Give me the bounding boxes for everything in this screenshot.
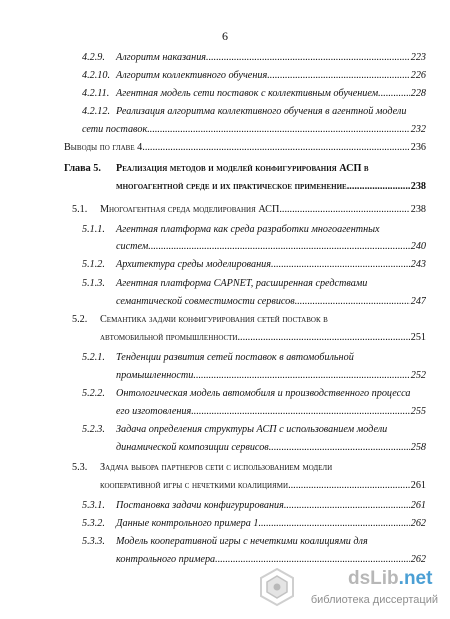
toc-leader [295, 296, 410, 308]
toc-number: Глава 5. [64, 163, 101, 174]
toc-leader [193, 370, 409, 382]
toc-leader [288, 480, 410, 492]
toc-leader [267, 70, 410, 82]
toc-title-continued: многоагентной среде и их практическое применение [116, 181, 347, 192]
toc-title: Онтологическая модель автомобиля и производственного процесса [116, 388, 411, 399]
toc-title-continued: промышленности [116, 370, 194, 381]
toc-title: Задача выбора партнеров сети с использованием модели [100, 462, 333, 473]
toc-title: Задача определения структуры АСП с использованием модели [116, 424, 388, 435]
toc-title: Данные контрольного примера 1 [116, 518, 259, 529]
toc-leader [191, 406, 409, 418]
toc-title: Алгоритм наказания [116, 52, 207, 63]
toc-page: 232 [410, 124, 426, 135]
toc-page: 252 [410, 370, 426, 381]
toc-number: 5.2.1. [82, 352, 105, 363]
toc-number: 4.2.10. [82, 70, 111, 81]
toc-title: Семантика задачи конфигурирования сетей поставок в [100, 314, 328, 325]
toc-title: Агентная модель сети поставок с коллективным обучением [116, 88, 379, 99]
toc-title-continued: кооперативной игры с нечеткими коалициями [100, 480, 289, 491]
toc-title-continued: динамической композиции сервисов [116, 442, 269, 453]
toc-page: 238 [410, 181, 426, 192]
toc-number: 5.2.3. [82, 424, 105, 435]
toc-page: 262 [410, 554, 426, 565]
toc-number: 5.1.1. [82, 224, 105, 235]
toc-leader [206, 52, 410, 64]
toc-title-continued: сети поставок [82, 124, 148, 135]
toc-page: 223 [410, 52, 426, 63]
toc-leader [378, 88, 410, 100]
toc-leader [279, 204, 409, 216]
toc-page: 240 [410, 241, 426, 252]
toc-page: 261 [410, 500, 426, 511]
toc-leader [258, 518, 409, 530]
dslib-logo-icon [257, 567, 297, 607]
toc-number: 4.2.11. [82, 88, 110, 99]
toc-page: 228 [410, 88, 426, 99]
dslib-watermark [257, 567, 441, 611]
toc-title: Выводы по главе 4 [64, 142, 143, 153]
page-number: 6 [222, 29, 228, 43]
toc-page: 243 [410, 259, 426, 270]
toc-title: Агентная платформа как среда разработки многоагентных [116, 224, 380, 235]
toc-title: Реализация алгоритма коллективного обучения в агентной модели [116, 106, 407, 117]
toc-leader [284, 500, 410, 512]
toc-number: 5.1. [72, 204, 88, 215]
toc-page: 226 [410, 70, 426, 81]
toc-leader [215, 554, 410, 566]
toc-title: Модель кооперативной игры с нечеткими коалициями для [116, 536, 368, 547]
toc-title: Алгоритм коллективного обучения [116, 70, 268, 81]
toc-number: 5.3.3. [82, 536, 105, 547]
toc-leader [271, 259, 410, 271]
toc-number: 5.3.1. [82, 500, 105, 511]
toc-number: 5.3.2. [82, 518, 105, 529]
toc-leader [347, 181, 410, 193]
toc-title-continued: его изготовления [116, 406, 192, 417]
toc-leader [147, 124, 410, 136]
toc-page: 247 [410, 296, 426, 307]
toc-title-continued: семантической совместимости сервисов [116, 296, 295, 307]
toc-number: 4.2.9. [82, 52, 105, 63]
toc-page: 236 [410, 142, 426, 153]
toc-leader [142, 142, 409, 154]
toc-page: 258 [410, 442, 426, 453]
toc-number: 5.2.2. [82, 388, 105, 399]
toc-page: 262 [410, 518, 426, 529]
toc-title: Многоагентная среда моделирования АСП [100, 204, 280, 215]
toc-leader [237, 332, 409, 344]
toc-title: Архитектура среды моделирования [116, 259, 272, 270]
toc-leader [269, 442, 410, 454]
toc-number: 5.1.3. [82, 278, 105, 289]
toc-title: Тенденции развития сетей поставок в автомобильной [116, 352, 354, 363]
toc-number: 5.2. [72, 314, 88, 325]
toc-title: Реализация методов и моделей конфигурирования АСП в [116, 163, 369, 174]
toc-page: 255 [410, 406, 426, 417]
watermark-tagline: библиотека диссертаций [310, 594, 438, 606]
toc-number: 5.3. [72, 462, 88, 473]
toc-title-continued: автомобильной промышленности [100, 332, 238, 343]
toc-title: Агентная платформа CAPNET, расширенная средствами [116, 278, 368, 289]
toc-leader [148, 241, 409, 253]
toc-number: 4.2.12. [82, 106, 111, 117]
toc-title: Постановка задачи конфигурирования [116, 500, 284, 511]
toc-title-continued: контрольного примера [116, 554, 216, 565]
toc-page: 251 [410, 332, 426, 343]
watermark-brand: dsLib.net [348, 568, 433, 589]
toc-title-continued: систем [116, 241, 149, 252]
toc-number: 5.1.2. [82, 259, 105, 270]
toc-page: 261 [410, 480, 426, 491]
toc-page: 238 [410, 204, 426, 215]
